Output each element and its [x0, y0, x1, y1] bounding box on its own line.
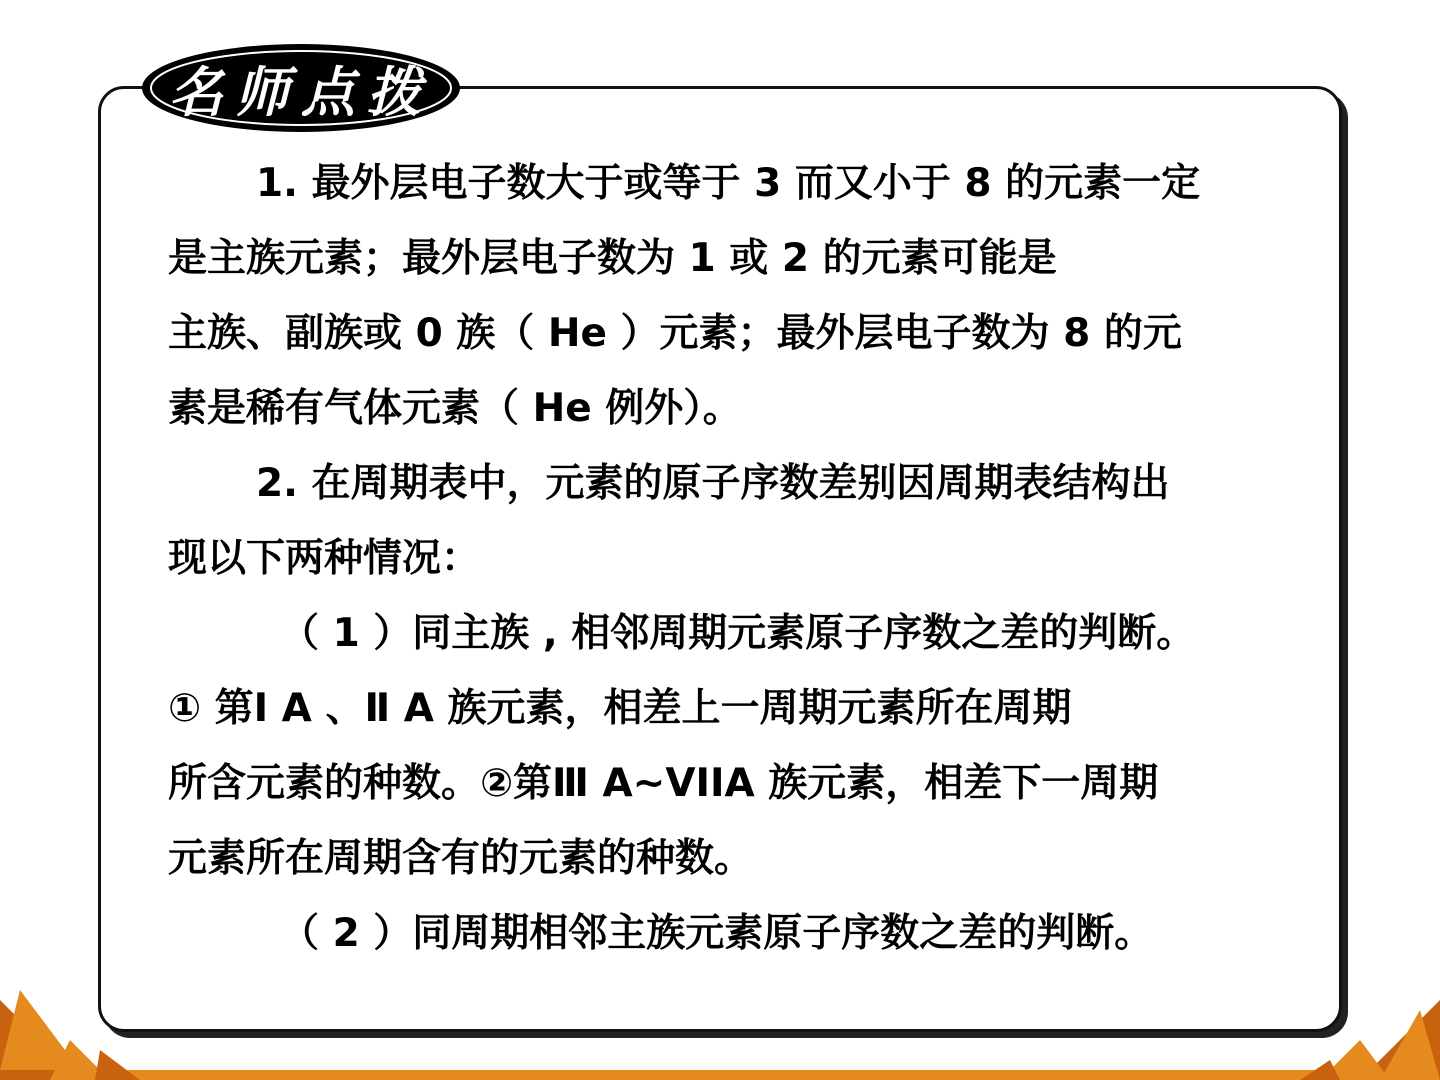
- paragraph-4: [168, 896, 1298, 971]
- main-text: [168, 146, 1298, 971]
- text-line: （ 1 ）同主族 , 相邻周期元素原子序数之差的判断。: [280, 611, 1196, 656]
- text-line: 1. 最外层电子数大于或等于 3 而又小于 8 的元素一定: [256, 161, 1201, 206]
- text-line: 元素所在周期含有的元素的种数。: [168, 836, 754, 881]
- paragraph-2: [168, 446, 1298, 596]
- text-line: 主族、副族或 0 族（ He ）元素；最外层电子数为 8 的元: [168, 311, 1182, 356]
- paragraph-3: [168, 596, 1298, 896]
- text-line: 所含元素的种数。②第Ⅲ A~VIIA 族元素，相差下一周期: [168, 761, 1159, 806]
- bottom-accent-bar: [0, 1070, 1440, 1080]
- text-line: （ 2 ）同周期相邻主族元素原子序数之差的判断。: [280, 911, 1154, 956]
- text-line: 素是稀有气体元素（ He 例外）。: [168, 386, 742, 431]
- text-line: ① 第Ⅰ A 、Ⅱ A 族元素，相差上一周期元素所在周期: [168, 686, 1072, 731]
- text-line: 现以下两种情况：: [168, 536, 481, 581]
- title-badge: [140, 42, 462, 134]
- paragraph-1: [168, 146, 1298, 446]
- bottom-right-triangles: [1300, 1000, 1440, 1080]
- badge-title: 名师点拨: [169, 59, 433, 124]
- text-line: 是主族元素；最外层电子数为 1 或 2 的元素可能是: [168, 236, 1057, 281]
- bottom-left-triangles: [0, 990, 150, 1080]
- text-line: 2. 在周期表中，元素的原子序数差别因周期表结构出: [256, 461, 1170, 506]
